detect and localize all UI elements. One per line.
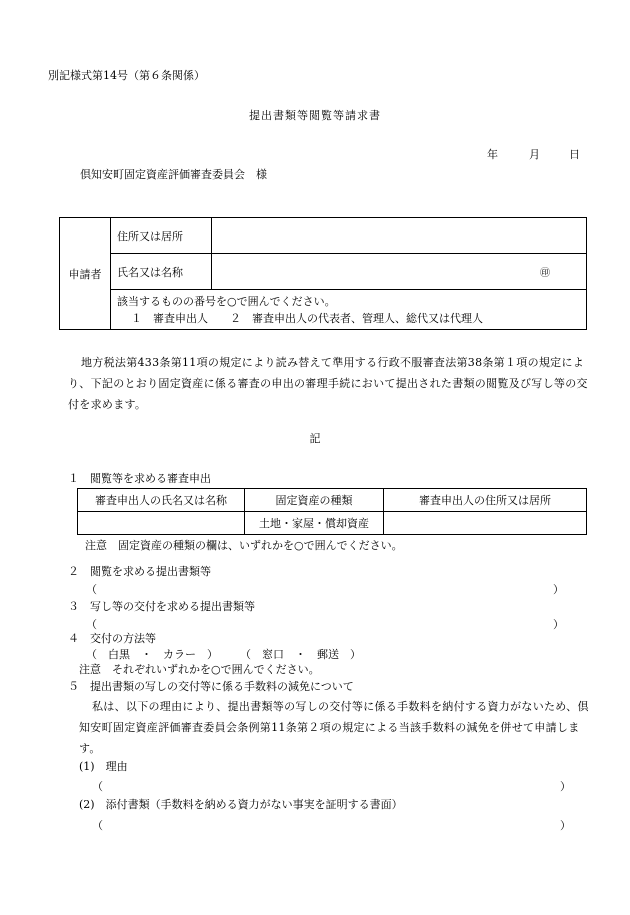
- section3-heading: ３ 写し等の交付を求める提出書類等: [68, 600, 255, 613]
- section1-heading: １ 閲覧等を求める審査申出: [68, 472, 211, 485]
- section5-heading: ５ 提出書類の写しの交付等に係る手数料の減免について: [68, 680, 354, 693]
- col-header-applicant-name: 審査申出人の氏名又は名称: [78, 489, 245, 512]
- attachment-open-paren: （: [92, 819, 103, 832]
- document-title: 提出書類等閲覧等請求書: [249, 109, 381, 122]
- applicant-type-options: １ 審査申出人 ２ 審査申出人の代表者、管理人、総代又は代理人: [131, 311, 483, 325]
- date-line: [487, 148, 580, 162]
- col-header-asset-type: 固定資産の種類: [245, 489, 384, 512]
- applicant-table: [59, 217, 587, 330]
- seal-mark: ㊞: [540, 268, 550, 279]
- reason-open-paren: （: [92, 780, 103, 793]
- applicant-type-cell[interactable]: [111, 290, 587, 330]
- section2-close-paren: ）: [553, 583, 564, 596]
- applicant-type-instruction: 該当するものの番号を○で囲んでください。: [117, 294, 336, 308]
- applicant-role-label: 申請者: [60, 218, 111, 330]
- attachment-close-paren: ）: [560, 819, 571, 832]
- reason-label: (1) 理由: [79, 760, 128, 773]
- section2-heading: ２ 閲覧を求める提出書類等: [68, 565, 211, 578]
- date-month: 月: [529, 148, 540, 161]
- date-year: 年: [487, 148, 498, 161]
- attachment-label: (2) 添付書類（手数料を納める資力がない事実を証明する書面）: [79, 798, 403, 811]
- section5-text: 私は、以下の理由により、提出書類等の写しの交付等に係る手数料を納付する資力がないため、倶知安町固定資産評価審査委員会条例第11条第２項の規定による当該手数料の減免を併せて申請します。: [79, 700, 589, 755]
- col-header-applicant-address: 審査申出人の住所又は居所: [384, 489, 587, 512]
- section1-note: 注意 固定資産の種類の欄は、いずれかを○で囲んでください。: [85, 539, 403, 552]
- date-day: 日: [569, 148, 580, 161]
- name-field[interactable]: [212, 254, 587, 290]
- section5-paragraph: [79, 696, 589, 759]
- name-label: 氏名又は名称: [111, 254, 212, 290]
- section3-close-paren: ）: [553, 618, 564, 631]
- form-number-label: 別記様式第14号（第６条関係）: [48, 69, 205, 82]
- section4-heading: ４ 交付の方法等: [68, 632, 156, 645]
- cell-applicant-name[interactable]: [78, 512, 245, 535]
- delivery-method-options[interactable]: （ 白黒 ・ カラー ） （ 窓口 ・ 郵送 ）: [86, 648, 361, 661]
- ki-heading: 記: [309, 432, 321, 445]
- addressee: 倶知安町固定資産評価審査委員会 様: [80, 168, 267, 181]
- section4-note: 注意 それぞれいずれかを○で囲んでください。: [79, 663, 320, 676]
- cell-asset-type[interactable]: 土地・家屋・償却資産: [245, 512, 384, 535]
- section3-open-paren: （: [86, 618, 97, 631]
- reason-close-paren: ）: [560, 780, 571, 793]
- intro-text: 地方税法第433条第11項の規定により読み替えて準用する行政不服審査法第38条第１項の規定により、下記のとおり固定資産に係る審査の申出の審理手続において提出された書類の閲覧及び写し等の交付を求めます。: [68, 356, 588, 411]
- request-table: [77, 488, 587, 535]
- address-label: 住所又は居所: [111, 218, 212, 254]
- intro-paragraph: [68, 352, 588, 415]
- cell-applicant-address[interactable]: [384, 512, 587, 535]
- address-field[interactable]: [212, 218, 587, 254]
- section2-open-paren: （: [86, 583, 97, 596]
